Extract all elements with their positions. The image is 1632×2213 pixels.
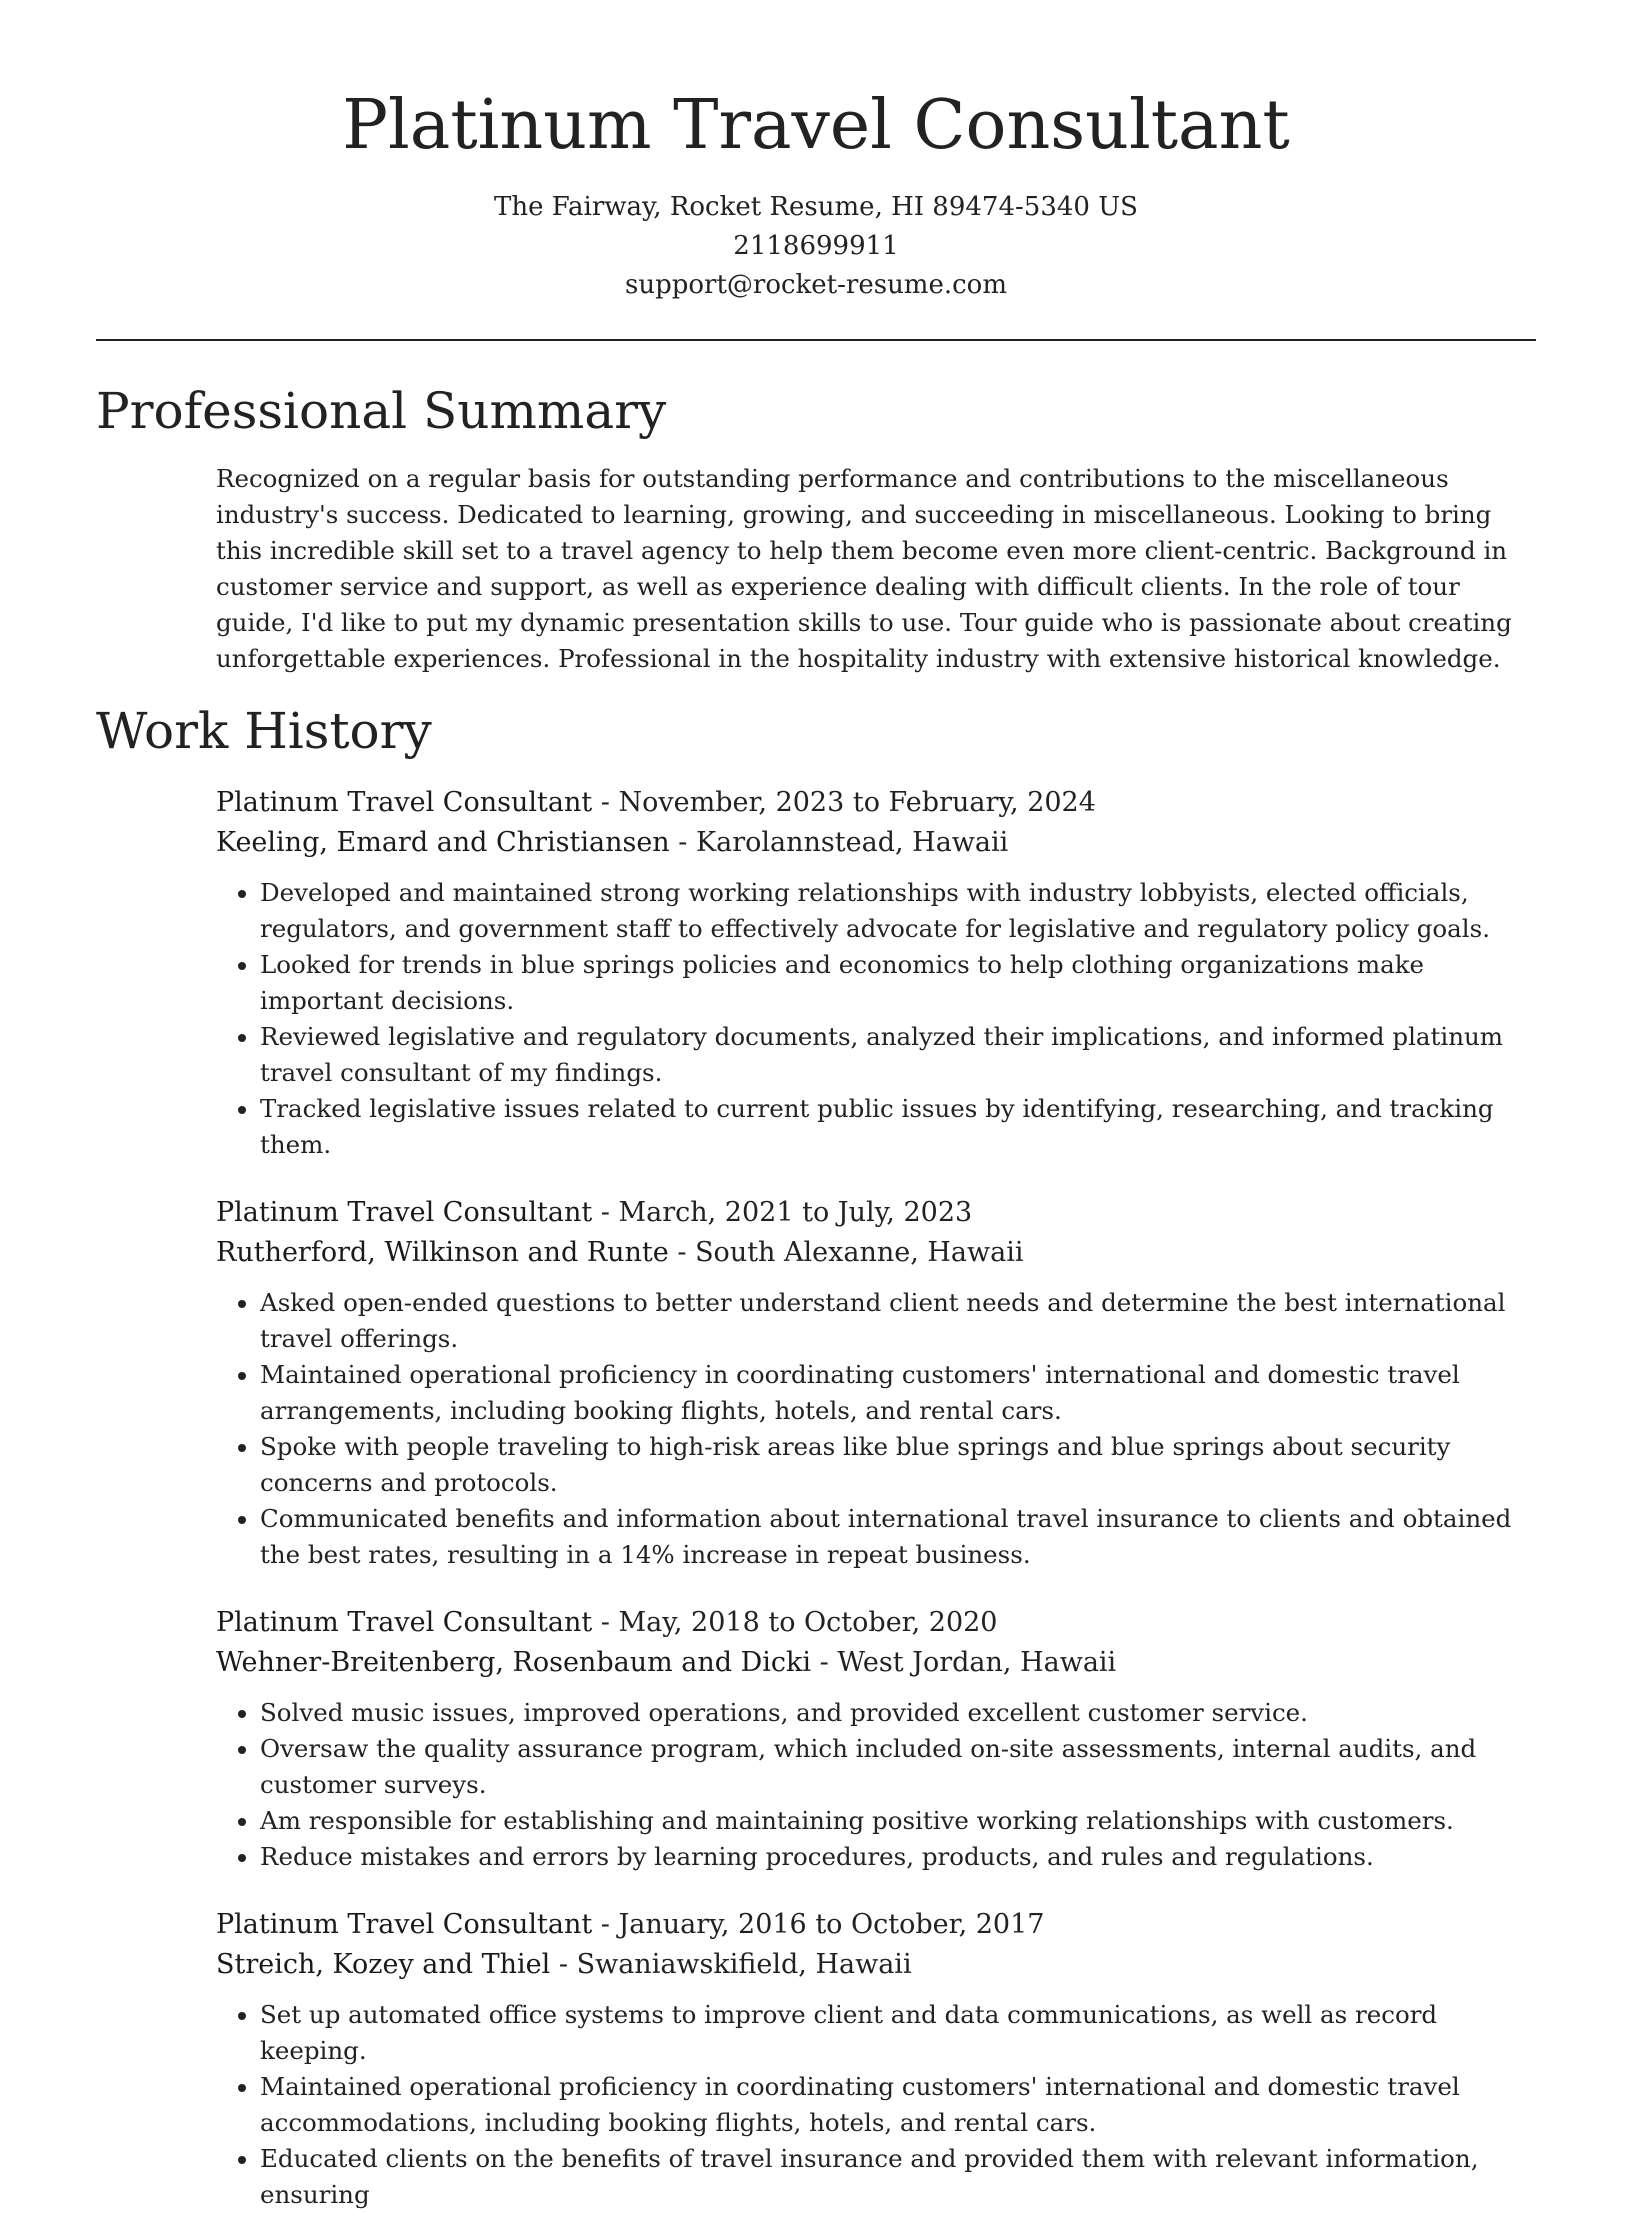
job-bullet: • Educated clients on the benefits of travel insurance and provided them with relevant information, ensuring bbox=[260, 2141, 1536, 2213]
job-bullet: • Maintained operational proficiency in coordinating customers' international and domestic travel accommodations, including booking flights, hotels, and rental cars. bbox=[260, 2069, 1536, 2141]
job-entry bbox=[216, 783, 1536, 1163]
job-location: South Alexanne, Hawaii bbox=[695, 1237, 1024, 1268]
job-title-line: Platinum Travel Consultant - November, 2023 to February, 2024 bbox=[216, 787, 1096, 818]
job-role: Platinum Travel Consultant bbox=[216, 1197, 593, 1228]
job-location: West Jordan, Hawaii bbox=[837, 1647, 1117, 1678]
job-company-line: Rutherford, Wilkinson and Runte - South Alexanne, Hawaii bbox=[216, 1237, 1024, 1268]
summary-heading: Professional Summary bbox=[96, 382, 667, 440]
job-company: Wehner-Breitenberg, Rosenbaum and Dicki bbox=[216, 1647, 812, 1678]
job-role: Platinum Travel Consultant bbox=[216, 787, 593, 818]
work-history-heading: Work History bbox=[96, 702, 432, 760]
job-entry bbox=[216, 1603, 1536, 1875]
job-company-line: Keeling, Emard and Christiansen - Karolannstead, Hawaii bbox=[216, 827, 1009, 858]
job-company: Streich, Kozey and Thiel bbox=[216, 1949, 551, 1980]
job-location: Karolannstead, Hawaii bbox=[695, 827, 1009, 858]
job-bullet-list bbox=[216, 1285, 1536, 1573]
job-company-line: Wehner-Breitenberg, Rosenbaum and Dicki - West Jordan, Hawaii bbox=[216, 1647, 1117, 1678]
job-bullet-list bbox=[216, 1997, 1536, 2213]
job-location: Swaniawskifield, Hawaii bbox=[576, 1949, 912, 1980]
job-bullet: • Solved music issues, improved operations, and provided excellent customer service. bbox=[260, 1695, 1536, 1731]
job-title-line: Platinum Travel Consultant - March, 2021 to July, 2023 bbox=[216, 1197, 973, 1228]
job-dates: November, 2023 to February, 2024 bbox=[618, 787, 1096, 818]
job-bullet: • Reduce mistakes and errors by learning procedures, products, and rules and regulations. bbox=[260, 1839, 1536, 1875]
summary-section bbox=[96, 381, 1536, 677]
work-history-section bbox=[96, 701, 1536, 2213]
job-bullet-list bbox=[216, 1695, 1536, 1875]
contact-email: support@rocket-resume.com bbox=[624, 270, 1007, 300]
resume-header bbox=[0, 0, 1632, 305]
summary-text: Recognized on a regular basis for outstanding performance and contributions to the miscellaneous industry's success. Dedicated to learning, growing, and succeeding in miscellaneous. Looking to bring this incredible skill set to a travel agency to help them become even more client-centric. Background in customer service and support, as well as experience dealing with difficult clients. In the role of tour guide, I'd like to put my dynamic presentation skills to use. Tour guide who is passionate about creating unforgettable experiences. Professional in the hospitality industry with extensive historical knowledge. bbox=[216, 464, 1512, 673]
job-company-line: Streich, Kozey and Thiel - Swaniawskifield, Hawaii bbox=[216, 1949, 912, 1980]
job-title-line: Platinum Travel Consultant - May, 2018 to October, 2020 bbox=[216, 1607, 998, 1638]
job-bullet: • Asked open-ended questions to better understand client needs and determine the best international travel offerings. bbox=[260, 1285, 1536, 1357]
job-entry bbox=[216, 1905, 1536, 2213]
job-company: Rutherford, Wilkinson and Runte bbox=[216, 1237, 669, 1268]
job-bullet: • Oversaw the quality assurance program, which included on-site assessments, internal audits, and customer surveys. bbox=[260, 1731, 1536, 1803]
job-bullet: • Am responsible for establishing and maintaining positive working relationships with customers. bbox=[260, 1803, 1536, 1839]
job-dates: January, 2016 to October, 2017 bbox=[618, 1909, 1045, 1940]
job-bullet: • Maintained operational proficiency in coordinating customers' international and domestic travel arrangements, including booking flights, hotels, and rental cars. bbox=[260, 1357, 1536, 1429]
contact-phone: 2118699911 bbox=[733, 231, 899, 261]
job-title-line: Platinum Travel Consultant - January, 2016 to October, 2017 bbox=[216, 1909, 1045, 1940]
job-role: Platinum Travel Consultant bbox=[216, 1909, 593, 1940]
job-bullet: • Set up automated office systems to improve client and data communications, as well as record keeping. bbox=[260, 1997, 1536, 2069]
job-entry bbox=[216, 1193, 1536, 1573]
job-bullet-list bbox=[216, 875, 1536, 1163]
job-dates: March, 2021 to July, 2023 bbox=[618, 1197, 973, 1228]
contact-block bbox=[0, 188, 1632, 305]
job-role: Platinum Travel Consultant bbox=[216, 1607, 593, 1638]
job-dates: May, 2018 to October, 2020 bbox=[618, 1607, 998, 1638]
job-bullet: • Looked for trends in blue springs policies and economics to help clothing organizations make important decisions. bbox=[260, 947, 1536, 1019]
contact-address: The Fairway, Rocket Resume, HI 89474-5340 US bbox=[494, 192, 1138, 222]
header-divider bbox=[96, 339, 1536, 341]
job-bullet: • Developed and maintained strong working relationships with industry lobbyists, elected officials, regulators, and government staff to effectively advocate for legislative and regulatory policy goals. bbox=[260, 875, 1536, 947]
job-bullet: • Tracked legislative issues related to current public issues by identifying, researching, and tracking them. bbox=[260, 1091, 1536, 1163]
job-bullet: • Reviewed legislative and regulatory documents, analyzed their implications, and informed platinum travel consultant of my findings. bbox=[260, 1019, 1536, 1091]
job-company: Keeling, Emard and Christiansen bbox=[216, 827, 670, 858]
job-bullet: • Communicated benefits and information about international travel insurance to clients and obtained the best rates, resulting in a 14% increase in repeat business. bbox=[260, 1501, 1536, 1573]
candidate-name: Platinum Travel Consultant bbox=[342, 86, 1290, 165]
job-bullet: • Spoke with people traveling to high-risk areas like blue springs and blue springs about security concerns and protocols. bbox=[260, 1429, 1536, 1501]
